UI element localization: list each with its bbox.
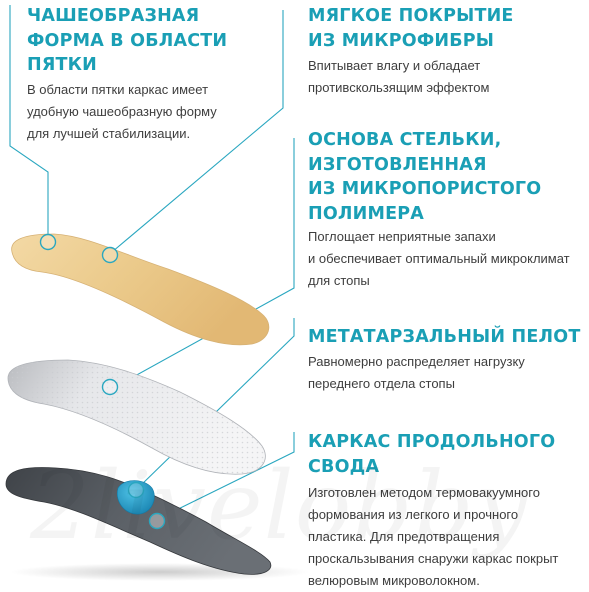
- arch-support-title: КАРКАС ПРОДОЛЬНОГО СВОДА: [308, 432, 556, 477]
- marker-heel-cup: [41, 235, 56, 250]
- heel-cup-description: В области пятки каркас имеет удобную чашеобразную форму для лучшей стабилизации.: [27, 82, 217, 141]
- microfiber-description: Впитывает влагу и обладает противскользящим эффектом: [308, 58, 490, 95]
- insole-top-layer: [12, 234, 269, 345]
- polymer-base-title: ОСНОВА СТЕЛЬКИ, ИЗГОТОВЛЕННАЯ ИЗ МИКРОПОРИСТОГО ПОЛИМЕРА: [308, 130, 542, 224]
- marker-polymer-base: [103, 380, 118, 395]
- arch-support-description: Изготовлен методом термовакуумного формования из легкого и прочного пластика. Для предотвращения проскальзывания снаружи каркас покрыт велюровым микроволокном.: [308, 485, 559, 588]
- microfiber-title: МЯГКОЕ ПОКРЫТИЕ ИЗ МИКРОФИБРЫ: [308, 6, 514, 51]
- pelot-title: МЕТАТАРЗАЛЬНЫЙ ПЕЛОТ: [308, 327, 581, 347]
- insole-middle-texture: [8, 360, 265, 474]
- marker-pelot: [129, 483, 144, 498]
- polymer-base-description: Поглощает неприятные запахи и обеспечивает оптимальный микроклимат для стопы: [308, 229, 570, 288]
- pelot-description: Равномерно распределяет нагрузку переднего отдела стопы: [308, 354, 525, 391]
- marker-arch-support: [150, 514, 165, 529]
- heel-cup-title: ЧАШЕОБРАЗНАЯ ФОРМА В ОБЛАСТИ ПЯТКИ: [27, 6, 228, 75]
- marker-microfiber: [103, 248, 118, 263]
